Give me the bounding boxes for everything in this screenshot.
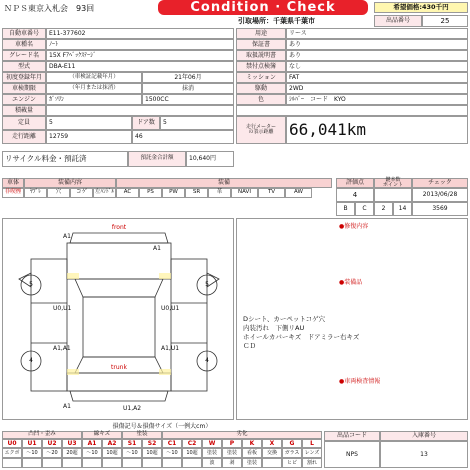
legend-title: 損傷記号＆損傷サイズ（一例大cm） — [112, 422, 212, 430]
equipment-item: 左ﾊﾝﾄﾞﾙ — [93, 188, 116, 198]
legend-code: P — [222, 439, 242, 448]
equipment-header: 車体 — [2, 178, 24, 188]
legend-size: 10超 — [182, 448, 202, 458]
check-date: 2013/06/28 — [412, 188, 468, 202]
equipment-item: 非喫煙 — [2, 188, 24, 198]
spec-label: 初度登録年月 — [2, 72, 46, 83]
legend-group: 劣化 — [162, 431, 322, 439]
spec-value: 12759 — [46, 130, 132, 144]
legend-code: U2 — [42, 439, 62, 448]
legend-size: ～10 — [162, 448, 182, 458]
damage-label: U0,U1 — [53, 305, 72, 312]
legend-sizes — [2, 448, 322, 458]
legend-size-2 — [2, 458, 22, 468]
equipment-item: AC — [116, 188, 139, 198]
legend-size: 塗装 — [202, 448, 222, 458]
legend-code: K — [242, 439, 262, 448]
spec-value: あり — [286, 50, 468, 61]
legend-size-2: 割れ — [302, 458, 322, 468]
keys-count: 2 — [374, 202, 393, 216]
check-number: 3569 — [412, 202, 468, 216]
car-diagram — [2, 218, 234, 420]
damage-label: A1 — [153, 245, 161, 252]
legend-size: ～10 — [122, 448, 142, 458]
spec-value — [46, 105, 234, 116]
legend-size-2 — [22, 458, 42, 468]
equipment-item: コゲ — [70, 188, 93, 198]
spec-value: リース — [286, 28, 468, 39]
tire-depth: 5 — [205, 281, 209, 288]
legend-code: A1 — [82, 439, 102, 448]
spec-value: ｶﾞｿﾘﾝ — [46, 94, 142, 105]
recycle-sub-label: 預託金合計額 — [128, 151, 186, 167]
legend-size: エクボ — [2, 448, 22, 458]
spec-label: エンジン — [2, 94, 46, 105]
legend-size-2 — [82, 458, 102, 468]
legend-size-2 — [162, 458, 182, 468]
damage-label: A1 — [63, 403, 71, 410]
legend-codes — [2, 439, 322, 448]
recycle-value: 10,640円 — [186, 151, 234, 167]
damage-label: U1,A2 — [123, 405, 142, 412]
spec-label: ミッション — [236, 72, 286, 83]
legend-code: C1 — [162, 439, 182, 448]
legend-group: 塗装 — [122, 431, 162, 439]
legend-size-2 — [62, 458, 82, 468]
legend-size-2 — [42, 458, 62, 468]
remark-line: ＣＤ — [243, 342, 256, 350]
spec-value: 5 — [46, 116, 132, 130]
spec-value-2: 46 — [132, 130, 234, 144]
legend-code: A2 — [102, 439, 122, 448]
entry-value: 13 — [380, 441, 468, 468]
spec-label: 車検期限 — [2, 83, 46, 94]
lot-value: 25 — [422, 15, 468, 27]
spec-label: 用途 — [236, 28, 286, 39]
score-table — [336, 178, 468, 216]
equipment-item: SR — [185, 188, 208, 198]
header-bar — [0, 0, 470, 28]
spec-label: 禁付点検簿 — [236, 61, 286, 72]
spec-value-2: 5 — [160, 116, 234, 130]
sheet-title: Condition · Check — [158, 0, 368, 15]
mileage-value: 66,041km — [286, 116, 468, 144]
legend-group: 凸凹・歪み — [2, 431, 82, 439]
equipment-items-blank — [2, 198, 332, 208]
legend-sizes2 — [2, 458, 322, 468]
equipment-header: 装備 — [116, 178, 332, 188]
spec-label: 走行距離 — [2, 130, 46, 144]
legend-size: レンズ — [302, 448, 322, 458]
spec-label: 定員 — [2, 116, 46, 130]
remark-line: Dシート、カーペットコゲ穴 — [243, 315, 326, 323]
equipment-item: ﾔﾌﾟﾚ — [24, 188, 47, 198]
equipment-table — [2, 178, 332, 208]
spec-label: 車種名 — [2, 39, 46, 50]
repair-title: ●修復内容 — [339, 223, 369, 230]
damage-label: A1,A1 — [53, 345, 71, 352]
legend-size: ガラス — [282, 448, 302, 458]
legend-group: 線キズ — [82, 431, 122, 439]
legend-code: G — [282, 439, 302, 448]
legend-size: 交換 — [262, 448, 282, 458]
equipment-item: 穴 — [47, 188, 70, 198]
legend-code: S2 — [142, 439, 162, 448]
legend-size-2: 塗装 — [242, 458, 262, 468]
pickup-location: 引取場所：千葉県千葉市 — [238, 17, 315, 25]
legend-size-2: 剥 — [222, 458, 242, 468]
spec-value: DBA-E11 — [46, 61, 234, 72]
legend-size: 塗装 — [222, 448, 242, 458]
legend-code: W — [202, 439, 222, 448]
equipment-item: AW — [285, 188, 312, 198]
equipment-title: ●装備品 — [339, 279, 363, 286]
spec-label: 保証書 — [236, 39, 286, 50]
equipment-item: TV — [258, 188, 285, 198]
remarks — [241, 315, 467, 355]
keys-blank — [374, 188, 412, 202]
tire-depth: 4 — [205, 357, 209, 364]
trunk-label: trunk — [111, 364, 127, 371]
legend-size-2 — [182, 458, 202, 468]
points-count: 14 — [393, 202, 412, 216]
legend-size: 20超 — [62, 448, 82, 458]
lot-label: 出品番号 — [374, 15, 422, 27]
spec-label: 駆動 — [236, 83, 286, 94]
legend-size-2: 波 — [202, 458, 222, 468]
spec-label: グレード名 — [2, 50, 46, 61]
lot-code-value: NPS — [324, 441, 380, 468]
desired-price: 希望価格:430千円 — [374, 2, 468, 13]
notes-panel — [236, 218, 468, 420]
spec-label: 色 — [236, 94, 286, 105]
recycle-label: リサイクル料金・預託済 — [2, 151, 128, 167]
car-outline — [3, 219, 235, 421]
spec-value-2: 抹消 — [142, 83, 234, 94]
specs-right — [236, 28, 468, 145]
legend-size-2 — [102, 458, 122, 468]
legend-size: 看板 — [242, 448, 262, 458]
score-value: 4 — [336, 188, 374, 202]
legend — [2, 422, 468, 468]
auction-name: ＮＰＳ東京入札会 93回 — [4, 4, 95, 13]
entry-label: 入庫番号 — [380, 431, 468, 441]
legend-code: U3 — [62, 439, 82, 448]
legend-size: 10超 — [142, 448, 162, 458]
equipment-header: 装備内容 — [24, 178, 116, 188]
specs-left — [2, 28, 234, 145]
spec-value-2: 21年06月 — [142, 72, 234, 83]
legend-size: ～10 — [22, 448, 42, 458]
spec-blank — [236, 105, 468, 116]
damage-label: A1,U1 — [161, 345, 180, 352]
tire-depth: 5 — [29, 281, 33, 288]
legend-size: 10超 — [102, 448, 122, 458]
legend-code: L — [302, 439, 322, 448]
lot-code-label: 出品コード — [324, 431, 380, 441]
equipment-item: PS — [139, 188, 162, 198]
legend-size: ～20 — [42, 448, 62, 458]
spec-value: 15X Fｱﾍﾞｯｸｽﾃｰｼﾞ — [46, 50, 234, 61]
mileage-label: 走行メーター の表示距離 — [236, 116, 286, 144]
legend-size-2: ヒビ — [282, 458, 302, 468]
legend-code: U0 — [2, 439, 22, 448]
interior-score: B — [336, 202, 355, 216]
spec-value: ﾉｰﾄ — [46, 39, 234, 50]
spec-value: なし — [286, 61, 468, 72]
spec-value-2: 1500CC — [142, 94, 234, 105]
spec-value: ｼﾙﾊﾞｰ コード KYO — [286, 94, 468, 105]
remark-line: ホイールカバーキズ ドアミラー右キズ — [243, 333, 360, 341]
front-label: front — [111, 224, 127, 231]
equipment-item: PW — [162, 188, 185, 198]
inspect-title: ●車両検査情報 — [339, 378, 381, 385]
spec-label: 取扱説明書 — [236, 50, 286, 61]
equipment-item: 革 — [208, 188, 231, 198]
legend-groups — [2, 431, 322, 439]
spec-value: （年月または抹消） — [46, 83, 142, 94]
spec-value: FAT — [286, 72, 468, 83]
spec-value: （車検証記載年月） — [46, 72, 142, 83]
damage-label: U0,U1 — [161, 305, 180, 312]
equipment-item: NAVI — [231, 188, 258, 198]
remark-line: 内装汚れ 下側リAU — [243, 324, 305, 332]
damage-label: A1 — [63, 233, 71, 240]
legend-size: ～10 — [82, 448, 102, 458]
spec-value: E11-377602 — [46, 28, 234, 39]
spec-value: 2WD — [286, 83, 468, 94]
legend-code: S1 — [122, 439, 142, 448]
legend-code: C2 — [182, 439, 202, 448]
spec-label: ドア数 — [132, 116, 160, 130]
spec-label: 型式 — [2, 61, 46, 72]
spec-label: 積載量 — [2, 105, 46, 116]
legend-size-2 — [122, 458, 142, 468]
legend-code: X — [262, 439, 282, 448]
exterior-score: C — [355, 202, 374, 216]
legend-size-2 — [262, 458, 282, 468]
spec-label: 自動車番号 — [2, 28, 46, 39]
legend-code: U1 — [22, 439, 42, 448]
keys-header: 鍵本数 ポイント — [374, 178, 412, 188]
legend-size-2 — [142, 458, 162, 468]
check-header: チェック — [412, 178, 468, 188]
score-header: 評価点 — [336, 178, 374, 188]
tire-depth: 4 — [29, 357, 33, 364]
spec-value: あり — [286, 39, 468, 50]
